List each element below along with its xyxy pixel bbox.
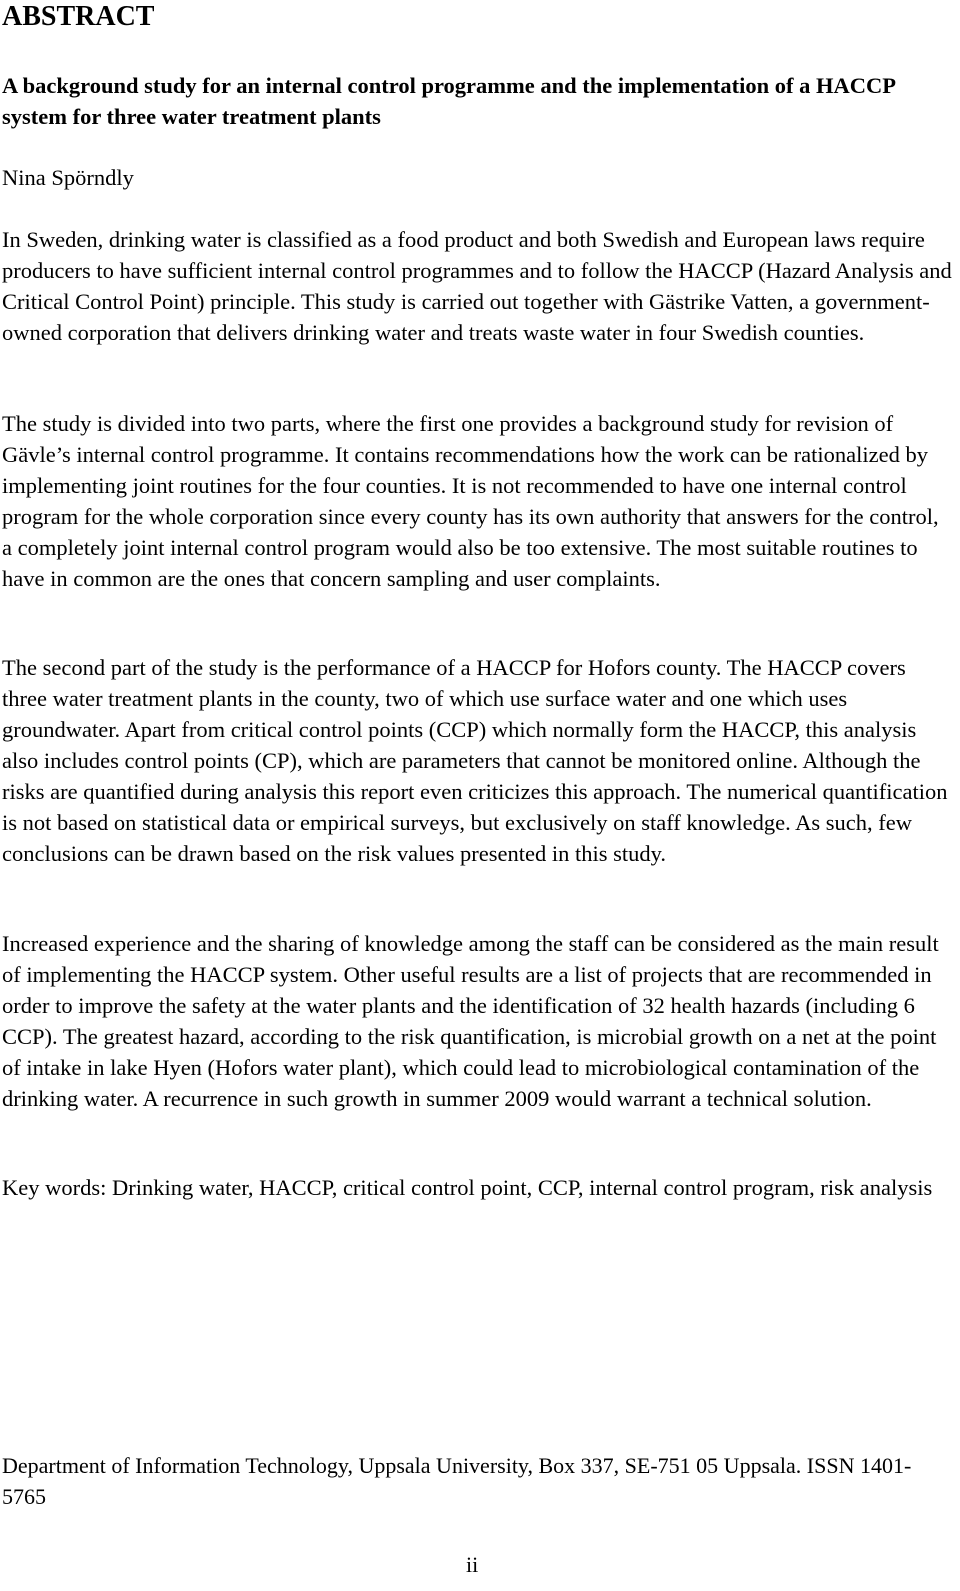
abstract-paragraph-4: Increased experience and the sharing of knowledge among the staff can be considered as the main result of implementing the HACCP system. Other useful results are a list of projects that are recommended in order to improve the safety at the water plants and the identification of 32 health hazards (including 6 CCP). The greatest hazard, according to the risk quantification, is microbial growth on a net at the point of intake in lake Hyen (Hofors water plant), which could lead to microbiological contamination of the drinking water. A recurrence in such growth in summer 2009 would warrant a technical solution. xyxy=(2,931,939,1111)
keywords-paragraph: Key words: Drinking water, HACCP, critical control point, CCP, internal control program, risk analysis xyxy=(2,1175,933,1200)
document-title: A background study for an internal control programme and the implementation of a HACCP system for three water treatment plants xyxy=(2,73,895,129)
page-number: ii xyxy=(466,1552,479,1577)
author-name: Nina Spörndly xyxy=(2,165,134,190)
abstract-heading: ABSTRACT xyxy=(2,1,155,32)
abstract-paragraph-2: The study is divided into two parts, where the first one provides a background study for revision of Gävle’s internal control programme. It contains recommendations how the work can be rationalized by implementing joint routines for the four counties. It is not recommended to have one internal control program for the whole corporation since every county has its own authority that answers for the control, a completely joint internal control program would also be too extensive. The most suitable routines to have in common are the ones that concern sampling and user complaints. xyxy=(2,411,939,591)
department-affiliation: Department of Information Technology, Uppsala University, Box 337, SE-751 05 Uppsala. ISSN 1401-5765 xyxy=(2,1453,912,1509)
abstract-paragraph-3: The second part of the study is the performance of a HACCP for Hofors county. The HACCP covers three water treatment plants in the county, two of which use surface water and one which uses groundwater. Apart from critical control points (CCP) which normally form the HACCP, this analysis also includes control points (CP), which are parameters that cannot be monitored online. Although the risks are quantified during analysis this report even criticizes this approach. The numerical quantification is not based on statistical data or empirical surveys, but exclusively on staff knowledge. As such, few conclusions can be drawn based on the risk values presented in this study. xyxy=(2,655,948,866)
abstract-paragraph-1: In Sweden, drinking water is classified as a food product and both Swedish and European laws require producers to have sufficient internal control programmes and to follow the HACCP (Hazard Analysis and Critical Control Point) principle. This study is carried out together with Gästrike Vatten, a government-owned corporation that delivers drinking water and treats waste water in four Swedish counties. xyxy=(2,227,952,345)
